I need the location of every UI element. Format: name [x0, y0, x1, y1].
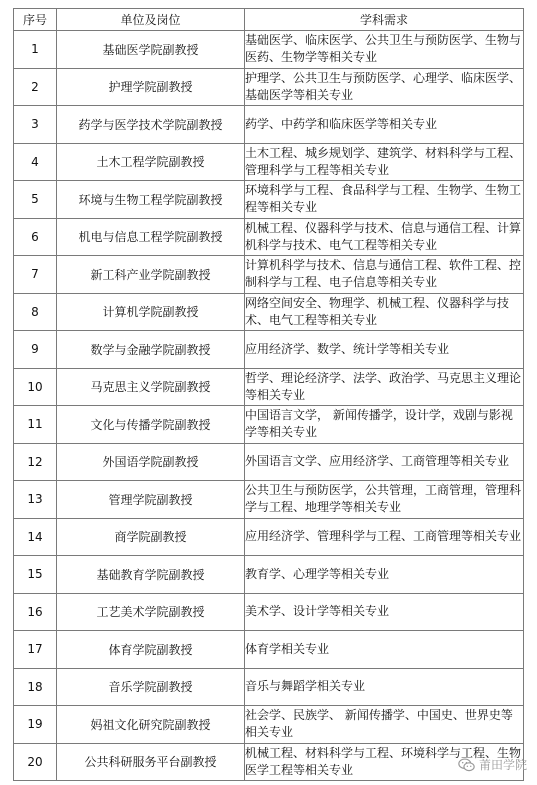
table-row: [14, 706, 524, 744]
header-requirement: 学科需求: [245, 9, 524, 31]
row-position: 基础教育学院副教授: [57, 556, 245, 594]
row-position: 护理学院副教授: [57, 68, 245, 106]
row-requirement: 社会学、民族学、 新闻传播学、中国史、世界史等相关专业: [245, 706, 524, 744]
table-row: [14, 31, 524, 69]
row-position: 数学与金融学院副教授: [57, 331, 245, 369]
wechat-icon: [458, 758, 475, 772]
row-requirement: 土木工程、城乡规划学、建筑学、材料科学与工程、管理科学与工程等相关专业: [245, 143, 524, 181]
row-number: 19: [14, 706, 57, 744]
row-position: 文化与传播学院副教授: [57, 406, 245, 444]
row-requirement: 机械工程、仪器科学与技术、信息与通信工程、计算机科学与技术、电气工程等相关专业: [245, 218, 524, 256]
row-number: 3: [14, 106, 57, 144]
row-position: 体育学院副教授: [57, 631, 245, 669]
table-row: [14, 631, 524, 669]
row-position: 土木工程学院副教授: [57, 143, 245, 181]
row-number: 11: [14, 406, 57, 444]
table-row: [14, 181, 524, 219]
table-row: [14, 518, 524, 556]
row-position: 新工科产业学院副教授: [57, 256, 245, 294]
table-row: [14, 368, 524, 406]
row-requirement: 公共卫生与预防医学，公共管理，工商管理，管理科学与工程、地理学等相关专业: [245, 481, 524, 519]
table-row: [14, 331, 524, 369]
row-number: 2: [14, 68, 57, 106]
row-requirement: 基础医学、临床医学、公共卫生与预防医学、生物与医药、生物学等相关专业: [245, 31, 524, 69]
row-position: 音乐学院副教授: [57, 668, 245, 706]
table-row: [14, 743, 524, 781]
row-number: 13: [14, 481, 57, 519]
table-row: [14, 406, 524, 444]
row-number: 16: [14, 593, 57, 631]
row-position: 马克思主义学院副教授: [57, 368, 245, 406]
table-header-row: [14, 9, 524, 31]
row-requirement: 中国语言文学， 新闻传播学，设计学，戏剧与影视学等相关专业: [245, 406, 524, 444]
watermark: [458, 756, 527, 773]
header-position: 单位及岗位: [57, 9, 245, 31]
table-row: [14, 293, 524, 331]
table-row: [14, 668, 524, 706]
header-no: 序号: [14, 9, 57, 31]
row-number: 5: [14, 181, 57, 219]
table-row: [14, 481, 524, 519]
row-position: 基础医学院副教授: [57, 31, 245, 69]
row-requirement: 网络空间安全、物理学、机械工程、仪器科学与技术、电气工程等相关专业: [245, 293, 524, 331]
row-position: 妈祖文化研究院副教授: [57, 706, 245, 744]
table-row: [14, 256, 524, 294]
table-row: [14, 593, 524, 631]
row-number: 10: [14, 368, 57, 406]
row-number: 15: [14, 556, 57, 594]
row-number: 7: [14, 256, 57, 294]
table-row: [14, 443, 524, 481]
row-requirement: 音乐与舞蹈学相关专业: [245, 668, 524, 706]
table-body: [14, 31, 524, 781]
row-position: 工艺美术学院副教授: [57, 593, 245, 631]
table-row: [14, 106, 524, 144]
row-requirement: 机械工程、材料科学与工程、环境科学与工程、生物医学工程等相关专业: [245, 743, 524, 781]
row-position: 机电与信息工程学院副教授: [57, 218, 245, 256]
row-position: 计算机学院副教授: [57, 293, 245, 331]
row-number: 18: [14, 668, 57, 706]
row-position: 药学与医学技术学院副教授: [57, 106, 245, 144]
table-row: [14, 556, 524, 594]
row-requirement: 体育学相关专业: [245, 631, 524, 669]
positions-table: [13, 8, 524, 781]
row-number: 8: [14, 293, 57, 331]
table-row: [14, 143, 524, 181]
row-requirement: 计算机科学与技术、信息与通信工程、软件工程、控制科学与工程、电子信息等相关专业: [245, 256, 524, 294]
row-requirement: 护理学、公共卫生与预防医学、心理学、临床医学、基础医学等相关专业: [245, 68, 524, 106]
row-number: 12: [14, 443, 57, 481]
row-position: 环境与生物工程学院副教授: [57, 181, 245, 219]
row-number: 14: [14, 518, 57, 556]
row-requirement: 外国语言文学、应用经济学、工商管理等相关专业: [245, 443, 524, 481]
watermark-text: 莆田学院: [478, 758, 527, 772]
row-requirement: 哲学、理论经济学、法学、政治学、马克思主义理论等相关专业: [245, 368, 524, 406]
row-number: 6: [14, 218, 57, 256]
row-requirement: 药学、中药学和临床医学等相关专业: [245, 106, 524, 144]
row-requirement: 应用经济学、数学、统计学等相关专业: [245, 331, 524, 369]
row-requirement: 应用经济学、管理科学与工程、工商管理等相关专业: [245, 518, 524, 556]
row-position: 管理学院副教授: [57, 481, 245, 519]
table-row: [14, 68, 524, 106]
row-number: 4: [14, 143, 57, 181]
table-row: [14, 218, 524, 256]
row-requirement: 教育学、心理学等相关专业: [245, 556, 524, 594]
row-number: 17: [14, 631, 57, 669]
row-position: 商学院副教授: [57, 518, 245, 556]
row-number: 1: [14, 31, 57, 69]
row-requirement: 环境科学与工程、食品科学与工程、生物学、生物工程等相关专业: [245, 181, 524, 219]
row-number: 9: [14, 331, 57, 369]
row-position: 外国语学院副教授: [57, 443, 245, 481]
row-requirement: 美术学、设计学等相关专业: [245, 593, 524, 631]
row-number: 20: [14, 743, 57, 781]
row-position: 公共科研服务平台副教授: [57, 743, 245, 781]
